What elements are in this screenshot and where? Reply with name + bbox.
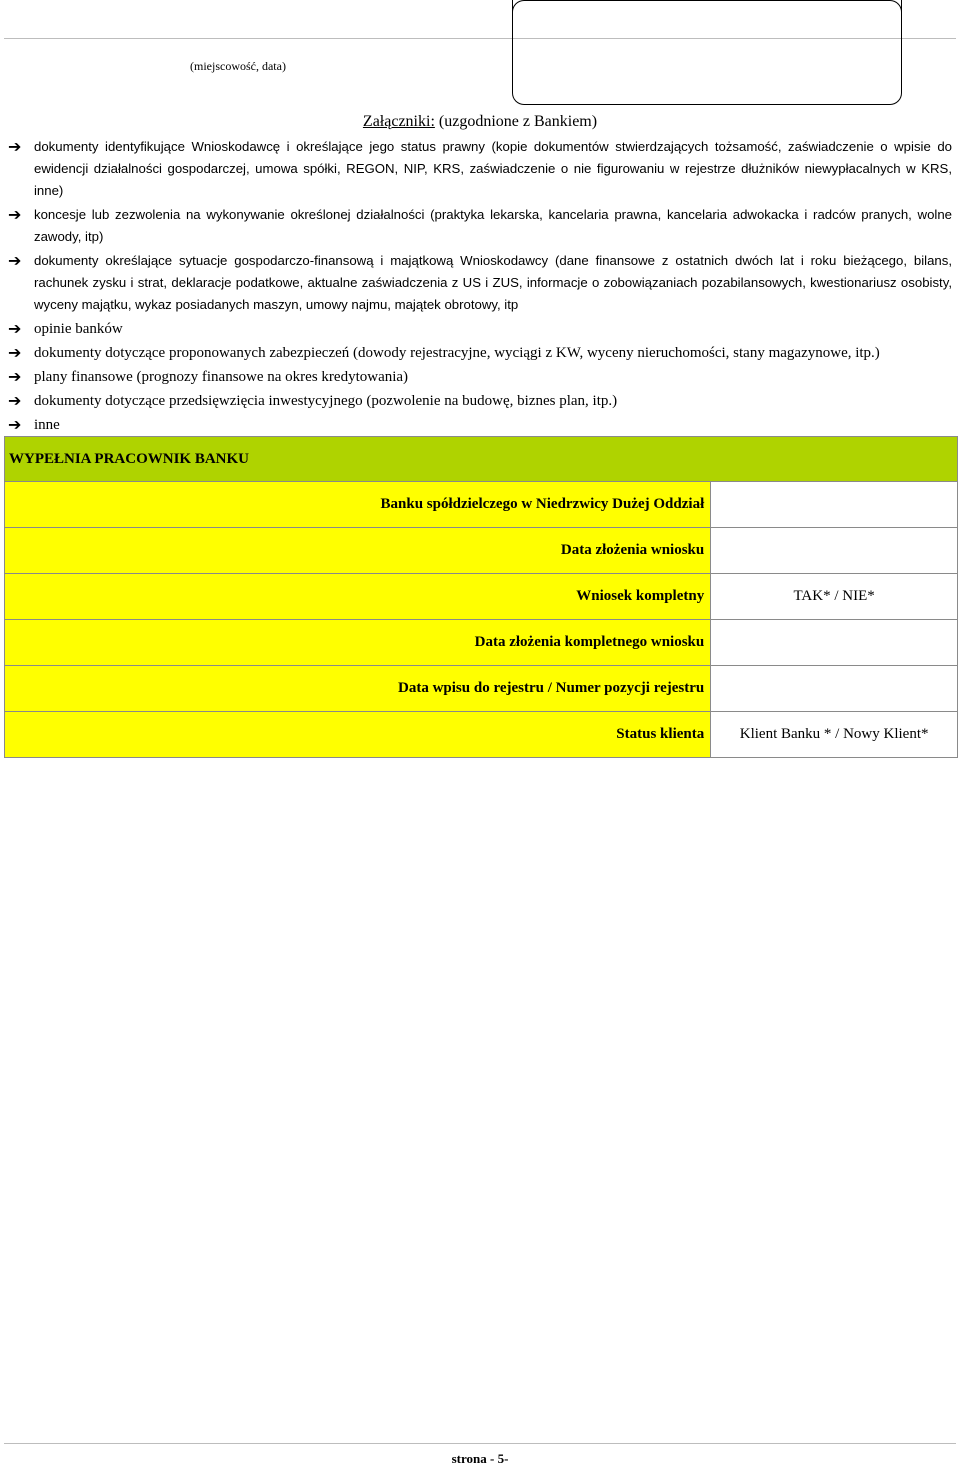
- list-item-text: koncesje lub zezwolenia na wykonywanie określonej działalności (praktyka lekarska, kancelaria prawna, kancelaria adwokacka i radców pranych, wolne zawody, itp): [34, 207, 952, 244]
- list-item-text: inne: [34, 417, 60, 433]
- page-number: strona - 5-: [451, 1451, 509, 1466]
- arrow-right-icon: ➔: [8, 415, 22, 434]
- row-label: Data złożenia wniosku: [5, 528, 711, 574]
- list-item: [8, 366, 952, 388]
- row-value-field[interactable]: Klient Banku * / Nowy Klient*: [711, 712, 958, 758]
- row-label: Data wpisu do rejestru / Numer pozycji rejestru: [5, 666, 711, 712]
- table-row: [5, 666, 958, 712]
- list-item: [8, 318, 952, 340]
- row-label: Status klienta: [5, 712, 711, 758]
- list-item: [8, 342, 952, 364]
- list-item: [8, 136, 952, 202]
- list-item: [8, 414, 952, 436]
- row-value-field[interactable]: TAK* / NIE*: [711, 574, 958, 620]
- row-value-field[interactable]: [711, 482, 958, 528]
- list-item: [8, 390, 952, 412]
- list-item: [8, 204, 952, 248]
- arrow-right-icon: ➔: [8, 343, 22, 362]
- arrow-right-icon: ➔: [8, 137, 22, 156]
- row-value-field[interactable]: [711, 528, 958, 574]
- attachments-list: [8, 136, 952, 436]
- row-label: Wniosek kompletny: [5, 574, 711, 620]
- table-row: [5, 620, 958, 666]
- list-item-text: dokumenty identyfikujące Wnioskodawcę i określające jego status prawny (kopie dokumentów stwierdzających tożsamość, zaświadczenie o wpisie do ewidencji działalności gospodarczej, umowa spółki, REGON, NIP, KRS, zaświadczenie o nie figurowaniu w rejestrze dłużników niewypłacalnych w KRS, inne): [34, 139, 952, 198]
- footer-divider: [4, 1443, 956, 1444]
- arrow-right-icon: ➔: [8, 319, 22, 338]
- row-label: Data złożenia kompletnego wniosku: [5, 620, 711, 666]
- bank-staff-table: [4, 436, 958, 758]
- attachments-title-rest: (uzgodnione z Bankiem): [434, 113, 598, 130]
- list-item-text: dokumenty określające sytuacje gospodarczo-finansową i majątkową Wnioskodawcy (dane finansowe z ostatnich dwóch lat i roku bieżącego, bilans, rachunek zysku i strat, deklaracje podatkowe, aktualne zaświadczenia z US i ZUS, informacje o zobowiązaniach pozabilansowych, kwestionariusz osobisty, wyceny majątku, wykaz posiadanych maszyn, umowy najmu, majątek obrotowy, itp: [34, 253, 952, 312]
- stamp-box: [512, 0, 902, 105]
- table-header-row: [5, 437, 958, 482]
- arrow-right-icon: ➔: [8, 391, 22, 410]
- list-item-text: opinie banków: [34, 321, 123, 337]
- attachments-title-underlined: Załączniki:: [362, 113, 435, 130]
- attachments-title: [0, 113, 960, 131]
- row-value-field[interactable]: [711, 620, 958, 666]
- arrow-right-icon: ➔: [8, 251, 22, 270]
- row-value-field[interactable]: [711, 666, 958, 712]
- arrow-right-icon: ➔: [8, 205, 22, 224]
- table-row: [5, 482, 958, 528]
- list-item-text: dokumenty dotyczące proponowanych zabezpieczeń (dowody rejestracyjne, wyciągi z KW, wyceny nieruchomości, stany magazynowe, itp.): [34, 345, 880, 361]
- table-row: [5, 712, 958, 758]
- list-item-text: dokumenty dotyczące przedsięwzięcia inwestycyjnego (pozwolenie na budowę, biznes plan, itp.): [34, 393, 618, 409]
- row-label: Banku spółdzielczego w Niedrzwicy Dużej Oddział: [5, 482, 711, 528]
- list-item-text: plany finansowe (prognozy finansowe na okres kredytowania): [34, 369, 409, 385]
- place-date-label: (miejscowość, data): [190, 59, 286, 73]
- table-row: [5, 574, 958, 620]
- list-item: [8, 250, 952, 316]
- table-row: [5, 528, 958, 574]
- table-header: WYPEŁNIA PRACOWNIK BANKU: [5, 437, 958, 482]
- arrow-right-icon: ➔: [8, 367, 22, 386]
